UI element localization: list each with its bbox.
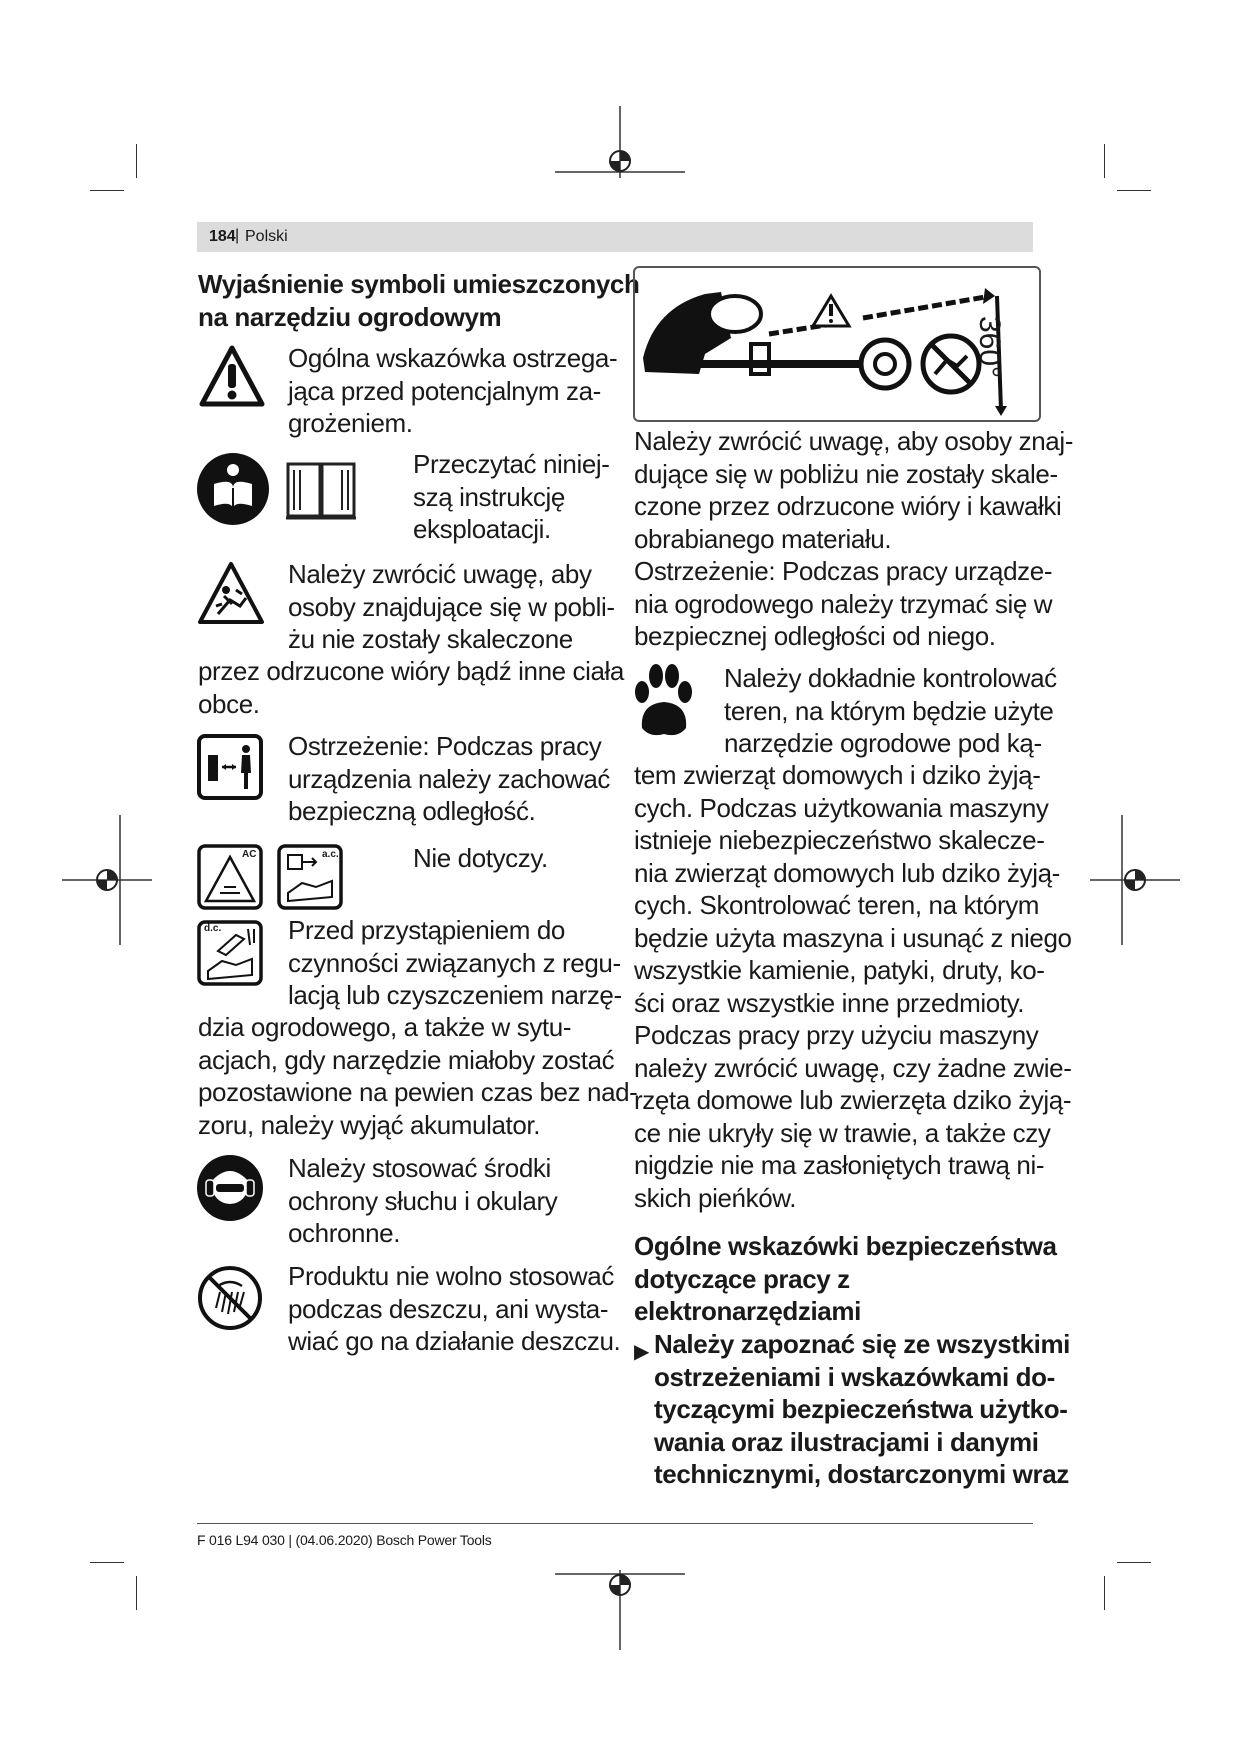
warning-text: Ogólna wskazówka ostrzega- jąca przed potencjalnym za- grożeniem. <box>288 343 618 438</box>
footer-rule <box>197 1523 1033 1524</box>
animals-text-cont: tem zwierząt domowych i dziko żyją- cych. Podczas użytkowania maszyny istnieje niebezpieczeństwo skalecze- nia zwierząt domowych lub dziko żyją- cych. Skontrolować teren, na którym będzie użyta maszyna i usunąć z niego wszystkie kamienie, patyki, druty, ko- ści oraz wszystkie inne przedmioty. Podczas pracy przy użyciu maszyny należy zwrócić uwagę, czy żadne zwie- rzęta domowe lub zwierzęta dziko żyją- ce nie ukryły się w trawie, a także czy nigdzie nie ma zasłoniętych trawą ni- skich pieńków. <box>634 760 1072 1213</box>
bullet-item: Należy zapoznać się ze wszystkimi ostrzeżeniami i wskazówkami do- tyczącymi bezpieczeństwa użytko- wania oraz ilustracjami i danymi technicznymi, dostarczonymi wraz <box>654 1329 1070 1489</box>
rain-text: Produktu nie wolno stosować podczas deszczu, ani wysta- wiać go na działanie deszczu. <box>288 1261 621 1356</box>
warning-triangle-icon <box>198 344 266 408</box>
crop-mark <box>90 1562 124 1563</box>
crop-mark <box>136 1576 137 1610</box>
remove-battery-text: Przed przystąpieniem do czynności związanych z regu- lacją lub czyszczeniem narzę- <box>288 915 622 1010</box>
bullet-arrow-icon: ▶ <box>634 1341 650 1363</box>
general-safety-heading: Ogólne wskazówki bezpieczeństwa dotyczące pracy z elektronarzędziami <box>634 1231 1057 1326</box>
not-applicable-text: Nie dotyczy. <box>413 843 548 873</box>
crop-mark <box>1104 1576 1105 1610</box>
dc-label: d.c. <box>204 923 222 934</box>
crop-mark <box>90 190 124 191</box>
registration-mark-left <box>62 815 152 945</box>
registration-mark-bottom <box>555 1560 685 1650</box>
crop-mark <box>136 144 137 178</box>
remove-battery-text-cont: dzia ogrodowego, a także w sytu- acjach, gdy narzędzie miałoby zostać pozostawione na pewien czas bez nad- zoru, należy wyjąć akumulator. <box>198 1012 638 1140</box>
crop-mark <box>1117 190 1151 191</box>
header-separator: | <box>235 227 240 244</box>
page-header <box>197 222 1033 252</box>
section-title: Wyjaśnienie symboli umieszczonych na narzędziu ogrodowym <box>198 269 640 332</box>
registration-mark-top <box>555 106 685 196</box>
read-manual-icon <box>196 452 270 526</box>
ac-label-2: a.c. <box>322 849 339 860</box>
thrown-objects-text-cont: przez odrzucone wióry bądź inne ciała obce. <box>198 656 624 719</box>
header-language: Polski <box>245 228 288 245</box>
open-book-icon <box>284 456 358 522</box>
animal-paw-icon <box>630 662 696 742</box>
animals-text: Należy dokładnie kontrolować teren, na którym będzie użyte narzędzie ogrodowe pod ką- <box>724 663 1057 758</box>
no-rain-icon <box>196 1264 264 1332</box>
safe-distance-text: Ostrzeżenie: Podczas pracy urządzenia należy zachować bezpieczną odległość. <box>288 731 611 826</box>
read-manual-text: Przeczytać niniej- szą instrukcję eksploatacji. <box>413 449 610 544</box>
crop-mark <box>1117 1562 1151 1563</box>
ear-eye-protection-icon <box>196 1154 264 1222</box>
rotation-label: 360° <box>973 316 1006 379</box>
registration-mark-right <box>1090 815 1180 945</box>
ac-label: AC <box>242 849 257 860</box>
safe-distance-icon <box>196 733 264 801</box>
thrown-objects-text: Należy zwrócić uwagę, aby osoby znajdujące się w pobli- żu nie zostały skaleczone <box>288 559 615 654</box>
bystanders-text: Należy zwrócić uwagę, aby osoby znaj- dujące się w pobliżu nie zostały skale- czone przez odrzucone wióry i kawałki obrabianego materiału. Ostrzeżenie: Podczas pracy urządze- nia ogrodowego należy trzymać się w bezpiecznej odległości od niego. <box>634 426 1073 651</box>
crop-mark <box>1104 144 1105 178</box>
thrown-objects-warning-icon <box>196 560 266 626</box>
page-number: 184 <box>209 228 236 245</box>
protection-text: Należy stosować środki ochrony słuchu i okulary ochronne. <box>288 1153 558 1248</box>
footer-text: F 016 L94 030 | (04.06.2020) Bosch Power Tools <box>197 1532 492 1548</box>
